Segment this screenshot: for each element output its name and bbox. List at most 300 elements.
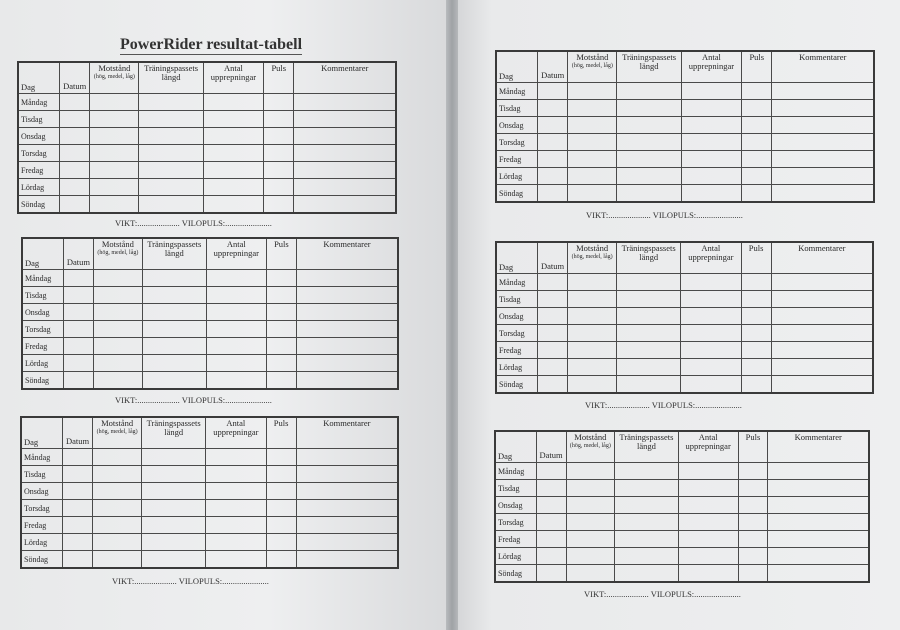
entry-cell[interactable] [63,270,93,287]
day-label: Lördag [22,355,63,372]
entry-cell[interactable] [768,480,869,497]
entry-cell[interactable] [142,449,206,466]
entry-cell[interactable] [742,151,772,168]
entry-cell[interactable] [93,372,142,390]
entry-cell[interactable] [536,480,566,497]
entry-cell[interactable] [296,287,398,304]
entry-cell[interactable] [266,500,296,517]
day-label: Fredag [496,151,538,168]
entry-cell[interactable] [93,551,142,569]
entry-cell[interactable] [264,179,294,196]
entry-cell[interactable] [206,551,266,569]
entry-cell[interactable] [142,534,206,551]
entry-cell[interactable] [681,151,741,168]
entry-cell[interactable] [266,466,296,483]
entry-cell[interactable] [139,111,203,128]
entry-cell[interactable] [771,376,873,394]
entry-cell[interactable] [93,338,142,355]
entry-cell[interactable] [206,338,266,355]
col-upprepningar-label: upprepningar [688,60,735,71]
entry-cell[interactable] [617,274,681,291]
col-kommentarer: Kommentarer [296,417,398,449]
day-label: Tisdag [495,480,536,497]
entry-cell[interactable] [264,162,294,179]
entry-cell[interactable] [537,308,567,325]
entry-cell[interactable] [772,168,874,185]
entry-cell[interactable] [90,94,139,111]
entry-cell[interactable] [617,168,681,185]
entry-cell[interactable] [93,500,142,517]
entry-cell[interactable] [536,548,566,565]
entry-cell[interactable] [681,291,741,308]
entry-cell[interactable] [139,196,203,214]
entry-cell[interactable] [142,270,206,287]
entry-cell[interactable] [566,531,615,548]
entry-cell[interactable] [566,463,615,480]
entry-cell[interactable] [93,304,142,321]
table-row [496,308,873,325]
entry-cell[interactable] [294,128,396,145]
entry-cell[interactable] [741,291,771,308]
entry-cell[interactable] [538,185,568,203]
entry-cell[interactable] [738,531,768,548]
table-row [496,342,873,359]
entry-cell[interactable] [537,274,567,291]
entry-cell[interactable] [266,270,296,287]
entry-cell[interactable] [264,94,294,111]
entry-cell[interactable] [678,497,738,514]
col-puls: Puls [266,417,296,449]
col-datum: Datum [62,417,92,449]
entry-cell[interactable] [63,355,93,372]
entry-cell[interactable] [772,134,874,151]
entry-cell[interactable] [294,111,396,128]
entry-cell[interactable] [681,325,741,342]
entry-cell[interactable] [738,480,768,497]
entry-cell[interactable] [681,100,741,117]
entry-cell[interactable] [568,83,617,100]
entry-cell[interactable] [615,514,679,531]
col-motstand [568,242,617,274]
entry-cell[interactable] [139,94,203,111]
entry-cell[interactable] [62,551,92,569]
entry-cell[interactable] [741,342,771,359]
weekly-log-table [495,50,875,203]
entry-cell[interactable] [206,500,266,517]
entry-cell[interactable] [681,117,741,134]
entry-cell[interactable] [203,179,263,196]
entry-cell[interactable] [62,500,92,517]
entry-cell[interactable] [741,274,771,291]
entry-cell[interactable] [62,534,92,551]
table-row [22,355,398,372]
day-label: Fredag [495,531,536,548]
entry-cell[interactable] [772,83,874,100]
entry-cell[interactable] [538,151,568,168]
entry-cell[interactable] [63,304,93,321]
entry-cell[interactable] [206,321,266,338]
entry-cell[interactable] [266,287,296,304]
entry-cell[interactable] [142,372,206,390]
entry-cell[interactable] [741,376,771,394]
header-row [18,62,396,94]
header-row [22,238,398,270]
entry-cell[interactable] [139,145,203,162]
entry-cell[interactable] [568,100,617,117]
entry-cell[interactable] [742,134,772,151]
entry-cell[interactable] [60,196,90,214]
entry-cell[interactable] [615,497,679,514]
col-upprepningar-label: upprepningar [213,247,259,258]
entry-cell[interactable] [768,514,869,531]
entry-cell[interactable] [615,548,679,565]
entry-cell[interactable] [206,287,266,304]
entry-cell[interactable] [206,355,266,372]
entry-cell[interactable] [738,548,768,565]
entry-cell[interactable] [266,534,296,551]
entry-cell[interactable] [537,325,567,342]
entry-cell[interactable] [142,304,206,321]
entry-cell[interactable] [738,497,768,514]
entry-cell[interactable] [206,372,266,390]
entry-cell[interactable] [617,83,681,100]
entry-cell[interactable] [566,497,615,514]
entry-cell[interactable] [681,83,741,100]
entry-cell[interactable] [206,449,266,466]
header-row [496,51,874,83]
entry-cell[interactable] [62,483,92,500]
entry-cell[interactable] [93,483,142,500]
entry-cell[interactable] [266,338,296,355]
entry-cell[interactable] [617,342,681,359]
entry-cell[interactable] [742,83,772,100]
entry-cell[interactable] [681,342,741,359]
entry-cell[interactable] [771,342,873,359]
entry-cell[interactable] [60,179,90,196]
entry-cell[interactable] [60,162,90,179]
entry-cell[interactable] [296,551,398,569]
col-datum: Datum [538,51,568,83]
entry-cell[interactable] [615,565,679,583]
table-row [21,500,398,517]
entry-cell[interactable] [62,517,92,534]
entry-cell[interactable] [738,565,768,583]
col-traningspassets-label: Träningspassets [147,239,202,249]
col-puls: Puls [266,238,296,270]
entry-cell[interactable] [771,359,873,376]
entry-cell[interactable] [771,308,873,325]
entry-cell[interactable] [772,185,874,203]
entry-cell[interactable] [142,466,206,483]
day-label: Onsdag [496,308,537,325]
entry-cell[interactable] [142,355,206,372]
entry-cell[interactable] [90,111,139,128]
entry-cell[interactable] [294,196,396,214]
entry-cell[interactable] [566,548,615,565]
entry-cell[interactable] [296,338,398,355]
entry-cell[interactable] [296,500,398,517]
entry-cell[interactable] [296,466,398,483]
entry-cell[interactable] [742,185,772,203]
entry-cell[interactable] [63,338,93,355]
entry-cell[interactable] [771,291,873,308]
entry-cell[interactable] [60,94,90,111]
entry-cell[interactable] [264,145,294,162]
day-label: Söndag [496,376,537,394]
entry-cell[interactable] [568,325,617,342]
entry-cell[interactable] [266,355,296,372]
entry-cell[interactable] [568,376,617,394]
entry-cell[interactable] [90,145,139,162]
entry-cell[interactable] [206,304,266,321]
entry-cell[interactable] [296,321,398,338]
entry-cell[interactable] [90,179,139,196]
day-label: Söndag [21,551,62,569]
entry-cell[interactable] [681,308,741,325]
entry-cell[interactable] [266,551,296,569]
entry-cell[interactable] [203,94,263,111]
entry-cell[interactable] [93,355,142,372]
entry-cell[interactable] [139,162,203,179]
entry-cell[interactable] [741,308,771,325]
entry-cell[interactable] [568,134,617,151]
entry-cell[interactable] [63,287,93,304]
entry-cell[interactable] [568,151,617,168]
entry-cell[interactable] [206,466,266,483]
entry-cell[interactable] [203,162,263,179]
entry-cell[interactable] [294,179,396,196]
table-row [21,534,398,551]
entry-cell[interactable] [738,514,768,531]
entry-cell[interactable] [296,483,398,500]
entry-cell[interactable] [60,111,90,128]
day-label: Måndag [496,274,537,291]
entry-cell[interactable] [206,270,266,287]
entry-cell[interactable] [566,565,615,583]
entry-cell[interactable] [678,514,738,531]
entry-cell[interactable] [264,196,294,214]
entry-cell[interactable] [615,463,679,480]
entry-cell[interactable] [742,168,772,185]
entry-cell[interactable] [264,111,294,128]
entry-cell[interactable] [568,359,617,376]
entry-cell[interactable] [139,128,203,145]
day-label: Lördag [21,534,62,551]
entry-cell[interactable] [203,128,263,145]
entry-cell[interactable] [264,128,294,145]
entry-cell[interactable] [678,531,738,548]
entry-cell[interactable] [568,274,617,291]
entry-cell[interactable] [93,287,142,304]
entry-cell[interactable] [768,463,869,480]
col-kommentarer: Kommentarer [294,62,396,94]
page-title: PowerRider resultat-tabell [120,36,303,53]
entry-cell[interactable] [206,517,266,534]
entry-cell[interactable] [142,287,206,304]
entry-cell[interactable] [566,480,615,497]
entry-cell[interactable] [93,449,142,466]
entry-cell[interactable] [617,359,681,376]
entry-cell[interactable] [568,117,617,134]
entry-cell[interactable] [678,548,738,565]
entry-cell[interactable] [296,449,398,466]
entry-cell[interactable] [617,291,681,308]
entry-cell[interactable] [536,531,566,548]
entry-cell[interactable] [617,325,681,342]
entry-cell[interactable] [142,551,206,569]
entry-cell[interactable] [296,270,398,287]
day-label: Torsdag [496,325,537,342]
table-row [22,304,398,321]
entry-cell[interactable] [538,100,568,117]
col-langd-label: längd [161,71,181,82]
entry-cell[interactable] [617,151,681,168]
entry-cell[interactable] [206,534,266,551]
table-row [21,483,398,500]
entry-cell[interactable] [742,117,772,134]
entry-cell[interactable] [266,483,296,500]
entry-cell[interactable] [615,480,679,497]
entry-cell[interactable] [738,463,768,480]
col-langd-label: längd [164,247,184,258]
entry-cell[interactable] [90,196,139,214]
entry-cell[interactable] [617,134,681,151]
col-traningspassets-label: Träningspassets [619,432,674,442]
entry-cell[interactable] [617,185,681,203]
entry-cell[interactable] [566,514,615,531]
entry-cell[interactable] [294,162,396,179]
entry-cell[interactable] [681,185,741,203]
entry-cell[interactable] [537,342,567,359]
entry-cell[interactable] [63,321,93,338]
entry-cell[interactable] [768,548,869,565]
entry-cell[interactable] [93,466,142,483]
entry-cell[interactable] [537,291,567,308]
entry-cell[interactable] [142,517,206,534]
entry-cell[interactable] [296,372,398,390]
entry-cell[interactable] [568,308,617,325]
entry-cell[interactable] [768,565,869,583]
col-upprepningar-label: upprepningar [685,440,731,451]
result-table-left-2 [21,237,399,390]
entry-cell[interactable] [60,145,90,162]
entry-cell[interactable] [90,162,139,179]
table-row [21,517,398,534]
day-label: Lördag [496,168,538,185]
col-dag: Dag [495,431,536,463]
entry-cell[interactable] [568,168,617,185]
entry-cell[interactable] [139,179,203,196]
entry-cell[interactable] [266,517,296,534]
entry-cell[interactable] [772,100,874,117]
entry-cell[interactable] [142,321,206,338]
entry-cell[interactable] [771,274,873,291]
entry-cell[interactable] [142,500,206,517]
entry-cell[interactable] [62,466,92,483]
entry-cell[interactable] [266,372,296,390]
entry-cell[interactable] [536,514,566,531]
entry-cell[interactable] [536,497,566,514]
entry-cell[interactable] [681,274,741,291]
entry-cell[interactable] [203,145,263,162]
entry-cell[interactable] [296,355,398,372]
entry-cell[interactable] [538,83,568,100]
col-antal [681,242,741,274]
entry-cell[interactable] [296,517,398,534]
table-row [495,514,869,531]
entry-cell[interactable] [768,497,869,514]
entry-cell[interactable] [741,359,771,376]
day-label: Söndag [495,565,536,583]
entry-cell[interactable] [678,565,738,583]
entry-cell[interactable] [538,134,568,151]
entry-cell[interactable] [538,117,568,134]
entry-cell[interactable] [742,100,772,117]
col-datum: Datum [63,238,93,270]
entry-cell[interactable] [266,449,296,466]
entry-cell[interactable] [681,376,741,394]
entry-cell[interactable] [93,270,142,287]
entry-cell[interactable] [617,117,681,134]
entry-cell[interactable] [296,304,398,321]
entry-cell[interactable] [538,168,568,185]
entry-cell[interactable] [142,483,206,500]
entry-cell[interactable] [206,483,266,500]
entry-cell[interactable] [681,134,741,151]
entry-cell[interactable] [617,308,681,325]
entry-cell[interactable] [266,304,296,321]
entry-cell[interactable] [266,321,296,338]
entry-cell[interactable] [294,94,396,111]
entry-cell[interactable] [768,531,869,548]
entry-cell[interactable] [90,128,139,145]
entry-cell[interactable] [617,376,681,394]
entry-cell[interactable] [203,111,263,128]
table-row [18,179,396,196]
entry-cell[interactable] [93,534,142,551]
entry-cell[interactable] [296,534,398,551]
entry-cell[interactable] [772,151,874,168]
entry-cell[interactable] [678,480,738,497]
day-label: Söndag [18,196,60,214]
entry-cell[interactable] [142,338,206,355]
entry-cell[interactable] [617,100,681,117]
entry-cell[interactable] [294,145,396,162]
entry-cell[interactable] [60,128,90,145]
entry-cell[interactable] [63,372,93,390]
entry-cell[interactable] [568,342,617,359]
entry-cell[interactable] [93,321,142,338]
entry-cell[interactable] [568,185,617,203]
col-kommentarer: Kommentarer [771,242,873,274]
entry-cell[interactable] [772,117,874,134]
entry-cell[interactable] [93,517,142,534]
entry-cell[interactable] [741,325,771,342]
entry-cell[interactable] [681,168,741,185]
entry-cell[interactable] [62,449,92,466]
entry-cell[interactable] [771,325,873,342]
entry-cell[interactable] [537,376,567,394]
entry-cell[interactable] [678,463,738,480]
entry-cell[interactable] [615,531,679,548]
entry-cell[interactable] [203,196,263,214]
entry-cell[interactable] [568,291,617,308]
entry-cell[interactable] [536,565,566,583]
entry-cell[interactable] [681,359,741,376]
entry-cell[interactable] [537,359,567,376]
entry-cell[interactable] [536,463,566,480]
day-label: Tisdag [21,466,62,483]
